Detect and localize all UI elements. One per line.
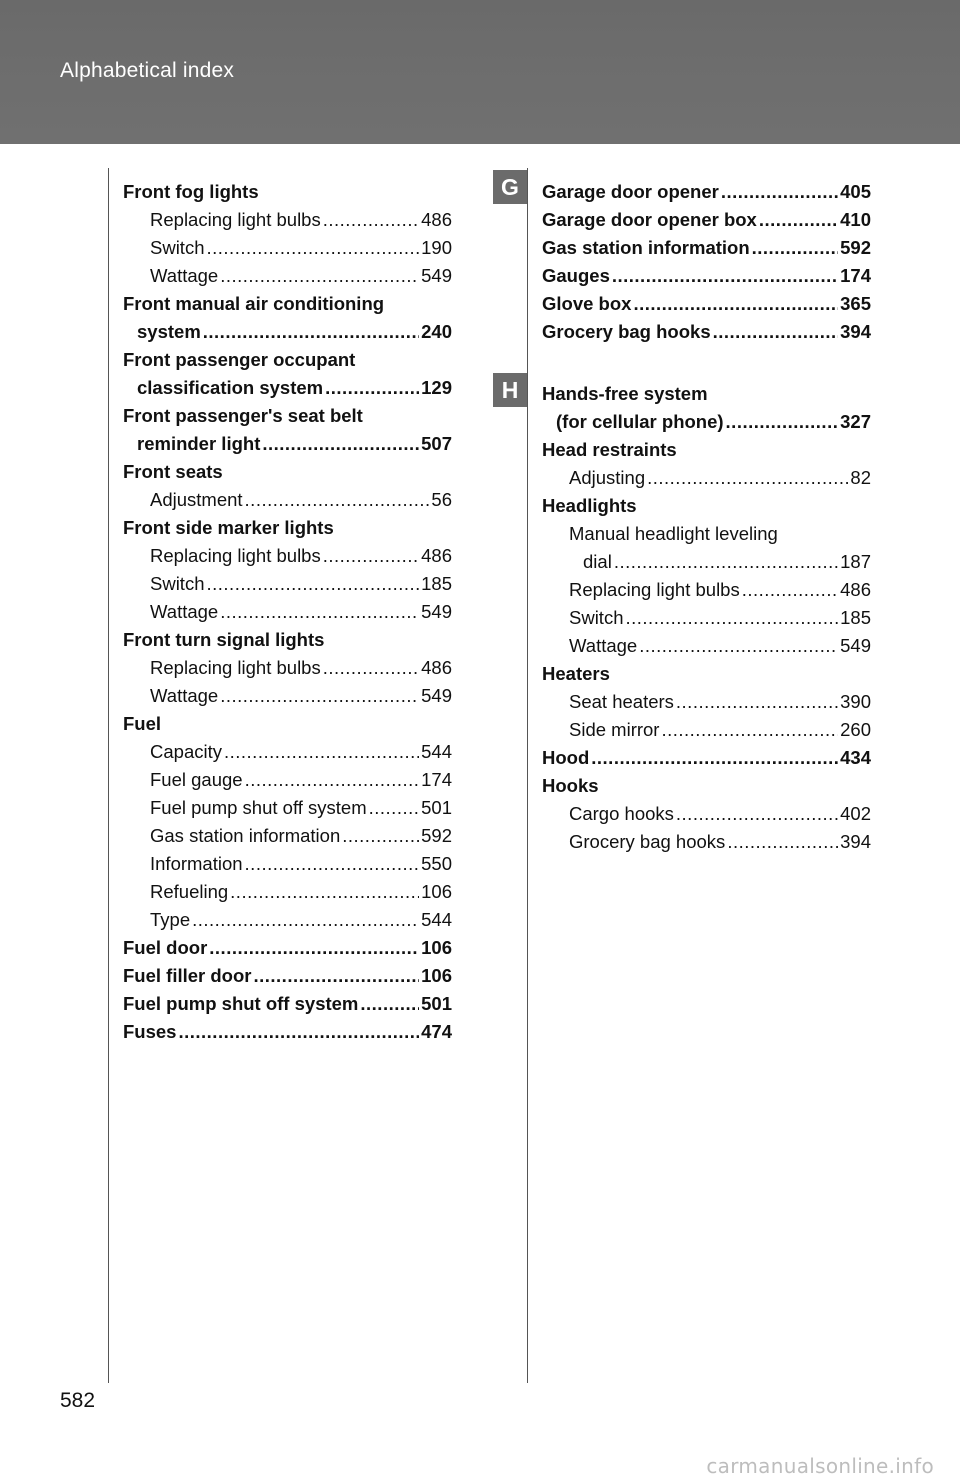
index-entry-text: Switch (150, 237, 205, 258)
dot-leader (742, 576, 838, 604)
index-entry-text: Seat heaters (569, 691, 674, 712)
index-entry-text: Fuel (123, 713, 162, 734)
index-entry-text: Gauges (542, 265, 610, 286)
letter-tab-h[interactable]: H (493, 373, 527, 407)
index-entry-page[interactable]: 486 (840, 579, 871, 600)
index-entry-page[interactable]: 434 (840, 747, 871, 768)
index-entry (123, 626, 452, 654)
index-entry[interactable] (542, 290, 871, 318)
index-entry[interactable] (123, 542, 452, 570)
index-entry-text: Hooks (542, 775, 599, 796)
index-entry[interactable] (542, 548, 871, 576)
index-entry-text: Head restraints (542, 439, 677, 460)
dot-leader (323, 542, 419, 570)
index-entry-page[interactable]: 486 (421, 545, 452, 566)
index-entry-page[interactable]: 185 (840, 607, 871, 628)
index-entry[interactable] (123, 374, 452, 402)
index-entry[interactable] (542, 632, 871, 660)
index-entry-text: Side mirror (569, 719, 660, 740)
index-entry-page[interactable]: 390 (840, 691, 871, 712)
index-entry (123, 290, 452, 318)
index-entry-text: Hood (542, 747, 590, 768)
index-entry-text: Switch (569, 607, 624, 628)
dot-leader (752, 234, 838, 262)
index-entry-page[interactable]: 507 (421, 433, 452, 454)
index-entry[interactable] (123, 822, 452, 850)
index-entry (542, 772, 871, 800)
index-entry-text: Wattage (150, 685, 219, 706)
dot-leader (323, 206, 419, 234)
index-entry[interactable] (542, 178, 871, 206)
index-entry-text: Front fog lights (123, 181, 259, 202)
index-entry-page[interactable]: 544 (421, 909, 452, 930)
index-entry-text: Grocery bag hooks (542, 321, 711, 342)
index-entry[interactable] (123, 766, 452, 794)
index-entry[interactable] (123, 934, 452, 962)
index-entry-text: Headlights (542, 495, 637, 516)
index-entry (542, 520, 871, 548)
left-divider (108, 168, 109, 1383)
index-entry-page[interactable]: 501 (421, 797, 452, 818)
index-entry (123, 710, 452, 738)
index-entry-text: Fuel gauge (150, 769, 243, 790)
dot-leader (224, 738, 419, 766)
index-entry[interactable] (542, 828, 871, 856)
index-entry-text: system (137, 321, 201, 342)
index-entry[interactable] (542, 604, 871, 632)
dot-leader (647, 464, 848, 492)
index-entry-text: Wattage (150, 265, 219, 286)
dot-leader (253, 962, 419, 990)
index-entry-text: Fuel door (123, 937, 208, 958)
index-entry-text: Switch (150, 573, 205, 594)
dot-leader (245, 486, 430, 514)
dot-leader (209, 934, 419, 962)
index-entry-text: Front passenger occupant (123, 349, 356, 370)
index-entry-page[interactable]: 185 (421, 573, 452, 594)
dot-leader (342, 822, 419, 850)
index-entry[interactable] (123, 206, 452, 234)
dot-leader (220, 682, 419, 710)
index-entry-page[interactable]: 410 (840, 209, 871, 230)
index-entry[interactable] (123, 486, 452, 514)
index-entry-page[interactable]: 394 (840, 321, 871, 342)
index-entry-text: Gas station information (542, 237, 750, 258)
index-entry[interactable] (542, 716, 871, 744)
index-entry[interactable] (123, 878, 452, 906)
index-entry[interactable] (123, 262, 452, 290)
index-entry[interactable] (542, 744, 871, 772)
index-entry[interactable] (542, 688, 871, 716)
index-entry[interactable] (542, 262, 871, 290)
index-entry[interactable] (123, 794, 452, 822)
index-entry-text: Capacity (150, 741, 222, 762)
index-entry-text: Manual headlight leveling (569, 523, 778, 544)
index-entry-text: Information (150, 853, 243, 874)
index-entry-text: Garage door opener (542, 181, 719, 202)
index-entry[interactable] (542, 318, 871, 346)
index-entry-page[interactable]: 549 (421, 265, 452, 286)
index-entry[interactable] (123, 318, 452, 346)
index-entry-text: Hands-free system (542, 383, 708, 404)
index-entry (123, 514, 452, 542)
index-entry-text: Fuel filler door (123, 965, 252, 986)
index-entry-text: Replacing light bulbs (150, 209, 321, 230)
index-entry[interactable] (123, 906, 452, 934)
index-entry-page[interactable]: 486 (421, 657, 452, 678)
dot-leader (245, 766, 420, 794)
index-entry-text: Adjusting (569, 467, 646, 488)
index-entry-page[interactable]: 549 (421, 685, 452, 706)
index-entry-page[interactable]: 190 (421, 237, 452, 258)
index-entry-page[interactable]: 365 (840, 293, 871, 314)
index-entry-text: Fuses (123, 1021, 177, 1042)
dot-leader (220, 598, 419, 626)
dot-leader (207, 570, 420, 598)
index-entry-text: Heaters (542, 663, 610, 684)
index-entry (542, 436, 871, 464)
index-entry-text: Refueling (150, 881, 229, 902)
index-entry-page[interactable]: 260 (840, 719, 871, 740)
dot-leader (713, 318, 839, 346)
index-entry-text: Front turn signal lights (123, 629, 325, 650)
index-entry-text: Fuel pump shut off system (123, 993, 359, 1014)
index-entry-text: Cargo hooks (569, 803, 674, 824)
index-entry-text: classification system (137, 377, 324, 398)
index-entry-page[interactable]: 106 (421, 881, 452, 902)
index-entry-text: Type (150, 909, 191, 930)
index-entry[interactable] (123, 1018, 452, 1046)
watermark: carmanualsonline.info (706, 1454, 934, 1478)
index-entry-text: Fuel pump shut off system (150, 797, 367, 818)
index-entry[interactable] (542, 206, 871, 234)
index-entry-page[interactable]: 106 (421, 937, 452, 958)
letter-tab-g[interactable]: G (493, 170, 527, 204)
dot-leader (203, 318, 419, 346)
index-entry[interactable] (123, 990, 452, 1018)
index-entry-page[interactable]: 394 (840, 831, 871, 852)
index-entry-text: Glove box (542, 293, 632, 314)
index-entry[interactable] (542, 464, 871, 492)
index-entry-page[interactable]: 549 (840, 635, 871, 656)
index-entry (542, 660, 871, 688)
index-entry-page[interactable]: 56 (431, 489, 452, 510)
page-title: Alphabetical index (60, 59, 235, 82)
dot-leader (612, 262, 838, 290)
index-entry-text: Front manual air conditioning (123, 293, 385, 314)
dot-leader (369, 794, 420, 822)
dot-leader (360, 990, 419, 1018)
index-entry-page[interactable]: 187 (840, 551, 871, 572)
dot-leader (726, 408, 839, 436)
index-entry (123, 402, 452, 430)
index-entry[interactable] (123, 598, 452, 626)
dot-leader (759, 206, 838, 234)
index-entry[interactable] (123, 430, 452, 458)
index-entry-text: Front side marker lights (123, 517, 334, 538)
dot-leader (245, 850, 420, 878)
index-entry[interactable] (123, 850, 452, 878)
index-entry-text: (for cellular phone) (556, 411, 724, 432)
index-entry-text: Replacing light bulbs (150, 657, 321, 678)
center-divider (527, 168, 528, 1383)
dot-leader (323, 654, 419, 682)
dot-leader (727, 828, 838, 856)
dot-leader (262, 430, 419, 458)
index-entry-page[interactable]: 174 (840, 265, 871, 286)
index-entry-page[interactable]: 82 (850, 467, 871, 488)
dot-leader (676, 688, 838, 716)
index-entry-page[interactable]: 549 (421, 601, 452, 622)
index-entry-page[interactable]: 486 (421, 209, 452, 230)
index-entry (542, 380, 871, 408)
index-entry-page[interactable]: 106 (421, 965, 452, 986)
dot-leader (207, 234, 420, 262)
index-entry-text: Wattage (569, 635, 638, 656)
index-entry-text: Front passenger's seat belt (123, 405, 363, 426)
dot-leader (721, 178, 838, 206)
index-entry-page[interactable]: 402 (840, 803, 871, 824)
index-entry-page[interactable]: 174 (421, 769, 452, 790)
index-column-right (542, 178, 871, 856)
index-entry-text: Garage door opener box (542, 209, 757, 230)
index-entry[interactable] (123, 962, 452, 990)
index-entry[interactable] (123, 682, 452, 710)
page-number: 582 (60, 1389, 96, 1412)
dot-leader (614, 548, 838, 576)
index-entry[interactable] (123, 570, 452, 598)
index-entry-page[interactable]: 327 (840, 411, 871, 432)
index-entry[interactable] (123, 738, 452, 766)
index-entry-text: Replacing light bulbs (150, 545, 321, 566)
dot-leader (633, 290, 838, 318)
index-entry[interactable] (542, 408, 871, 436)
index-entry-page[interactable]: 592 (421, 825, 452, 846)
index-entry-text: Replacing light bulbs (569, 579, 740, 600)
index-entry[interactable] (123, 234, 452, 262)
index-section-h (542, 380, 871, 856)
index-entry-text: dial (583, 551, 612, 572)
page-header (0, 0, 960, 144)
index-entry-page[interactable]: 405 (840, 181, 871, 202)
dot-leader (591, 744, 838, 772)
index-entry[interactable] (542, 800, 871, 828)
index-entry[interactable] (542, 576, 871, 604)
index-entry-page[interactable]: 592 (840, 237, 871, 258)
dot-leader (639, 632, 838, 660)
index-entry-text: Wattage (150, 601, 219, 622)
index-entry-text: Front seats (123, 461, 223, 482)
index-entry-page[interactable]: 501 (421, 993, 452, 1014)
index-entry-text: Adjustment (150, 489, 243, 510)
index-entry[interactable] (123, 654, 452, 682)
section-gap (542, 346, 871, 380)
index-column-left (123, 178, 452, 1046)
index-entry-text: Gas station information (150, 825, 341, 846)
index-entry (123, 346, 452, 374)
index-entry-text: Grocery bag hooks (569, 831, 726, 852)
index-entry-page[interactable]: 240 (421, 321, 452, 342)
dot-leader (220, 262, 419, 290)
index-entry-page[interactable]: 544 (421, 741, 452, 762)
index-entry-page[interactable]: 550 (421, 853, 452, 874)
dot-leader (661, 716, 838, 744)
dot-leader (178, 1018, 419, 1046)
index-entry-text: reminder light (137, 433, 261, 454)
index-entry-page[interactable]: 474 (421, 1021, 452, 1042)
index-entry-page[interactable]: 129 (421, 377, 452, 398)
dot-leader (626, 604, 839, 632)
dot-leader (676, 800, 838, 828)
index-entry[interactable] (542, 234, 871, 262)
index-entry (123, 178, 452, 206)
dot-leader (230, 878, 419, 906)
index-section-g (542, 178, 871, 346)
index-entry (542, 492, 871, 520)
dot-leader (325, 374, 419, 402)
dot-leader (192, 906, 419, 934)
index-entry (123, 458, 452, 486)
